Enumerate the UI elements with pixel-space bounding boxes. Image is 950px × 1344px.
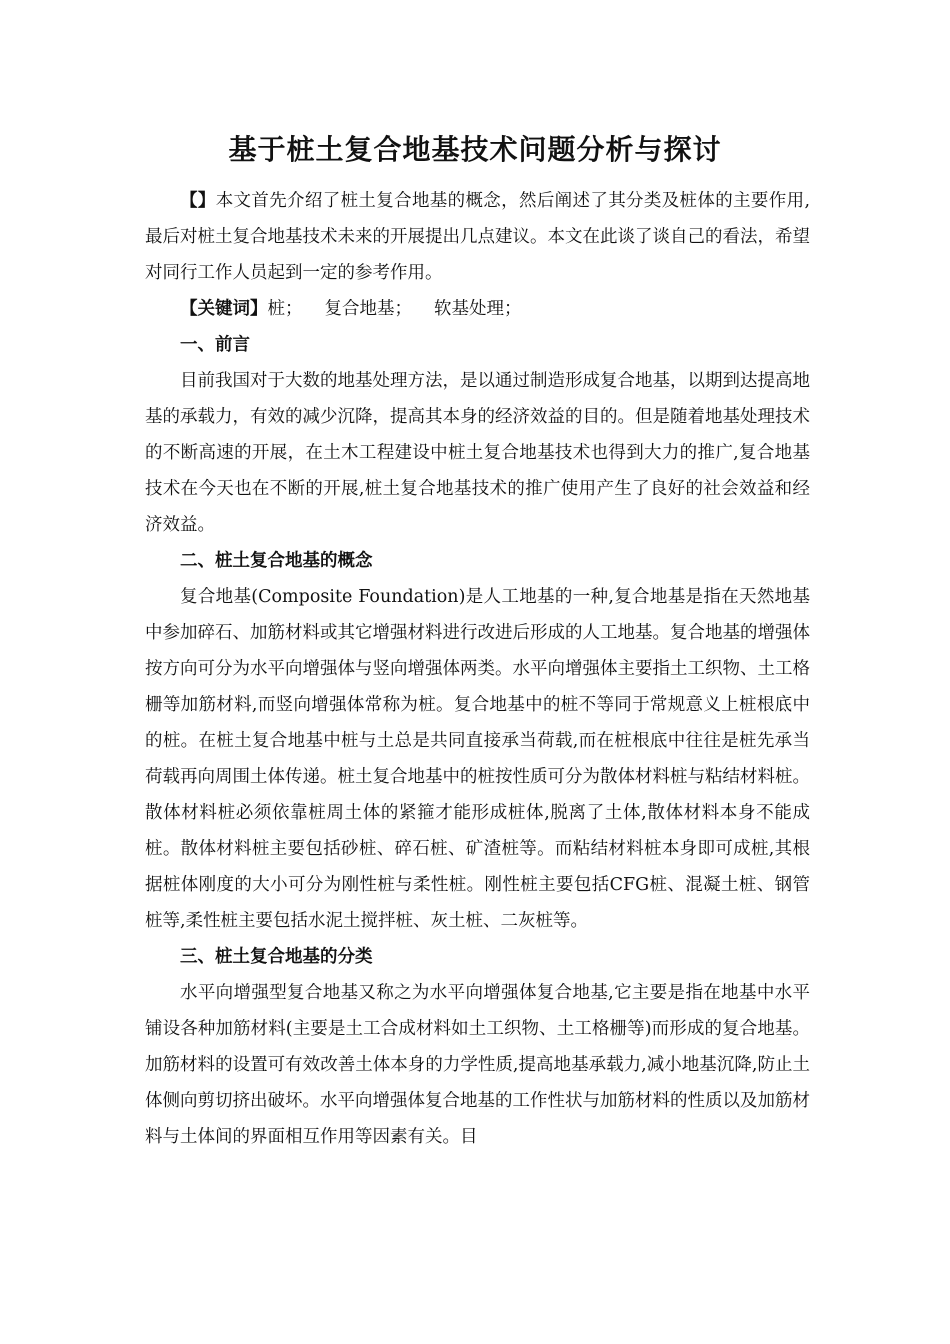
section-paragraph: 目前我国对于大数的地基处理方法，是以通过制造形成复合地基，以期到达提高地基的承载力，有效的减少沉降，提高其本身的经济效益的目的。但是随着地基处理技术的不断高速的开展，在土木工程建设中桩土复合地基技术也得到大力的推广,复合地基技术在今天也在不断的开展,桩土复合地基技术的推广使用产生了良好的社会效益和经济效益。 — [145, 371, 810, 535]
keyword-item: 复合地基； — [324, 299, 412, 319]
abstract-text: 本文首先介绍了桩土复合地基的概念，然后阐述了其分类及桩体的主要作用,最后对桩土复合地基技术未来的开展提出几点建议。本文在此谈了谈自己的看法，希望对同行工作人员起到一定的参考作用。 — [145, 191, 811, 283]
section-heading-classification: 三、桩土复合地基的分类 — [180, 947, 373, 967]
keyword-item: 桩； — [267, 299, 303, 319]
section-heading-intro: 一、前言 — [180, 335, 250, 355]
keywords-paragraph — [145, 291, 810, 327]
document-title: 基于桩土复合地基技术问题分析与探讨 — [228, 133, 722, 166]
section-paragraph: 水平向增强型复合地基又称之为水平向增强体复合地基,它主要是指在地基中水平铺设各种加筋材料(主要是土工合成材料如土工织物、土工格栅等)而形成的复合地基。加筋材料的设置可有效改善土体本身的力学性质,提高地基承载力,减小地基沉降,防止土体侧向剪切挤出破坏。水平向增强体复合地基的工作性状与加筋材料的性质以及加筋材料与土体间的界面相互作用等因素有关。目 — [145, 983, 810, 1147]
keyword-item: 软基处理； — [434, 299, 522, 319]
section-heading-concept: 二、桩土复合地基的概念 — [180, 551, 373, 571]
keywords-label: 【关键词】 — [180, 299, 268, 319]
abstract-label: 【】 — [180, 191, 216, 211]
abstract-paragraph — [145, 183, 810, 291]
section-paragraph: 复合地基(Composite Foundation)是人工地基的一种,复合地基是指在天然地基中参加碎石、加筋材料或其它增强材料进行改进后形成的人工地基。复合地基的增强体按方向可分为水平向增强体与竖向增强体两类。水平向增强体主要指土工织物、土工格栅等加筋材料,而竖向增强体常称为桩。复合地基中的桩不等同于常规意义上桩根底中的桩。在桩土复合地基中桩与土总是共同直接承当荷载,而在桩根底中往往是桩先承当荷载再向周围土体传递。桩土复合地基中的桩按性质可分为散体材料桩与粘结材料桩。散体材料桩必须依靠桩周土体的紧箍才能形成桩体,脱离了土体,散体材料本身不能成桩。散体材料桩主要包括砂桩、碎石桩、矿渣桩等。而粘结材料桩本身即可成桩,其根据桩体刚度的大小可分为刚性桩与柔性桩。刚性桩主要包括CFG桩、混凝土桩、钢管桩等,柔性桩主要包括水泥土搅拌桩、灰土桩、二灰桩等。 — [145, 587, 810, 931]
document-body — [145, 183, 810, 1155]
